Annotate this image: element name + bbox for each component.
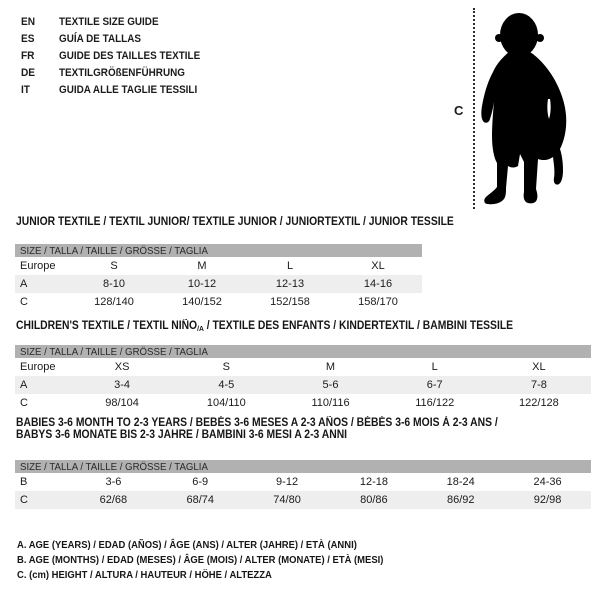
row-label: A bbox=[20, 379, 28, 391]
size-header-text: SIZE / TALLA / TAILLE / GRÖSSE / TAGLIA bbox=[20, 244, 208, 257]
size-header-text: SIZE / TALLA / TAILLE / GRÖSSE / TAGLIA bbox=[20, 345, 208, 358]
size-cell: 128/140 bbox=[94, 296, 134, 308]
row-label: C bbox=[20, 296, 28, 308]
size-cell: 92/98 bbox=[533, 494, 562, 506]
babies-table-title-line1: BABIES 3-6 MONTH TO 2-3 YEARS / BEBÉS 3-6 MESES A 2-3 AÑOS / BÉBÉS 3-6 MOIS À 2-3 ANS / bbox=[16, 417, 498, 429]
size-row bbox=[15, 293, 422, 311]
size-header-bar bbox=[15, 460, 591, 473]
language-code: DE bbox=[21, 67, 36, 79]
baby-silhouette-image bbox=[479, 9, 573, 208]
language-row bbox=[21, 14, 216, 31]
size-cell: 104/110 bbox=[206, 397, 246, 409]
size-cell: 152/158 bbox=[270, 296, 310, 308]
language-label: GUÍA DE TALLAS bbox=[59, 33, 141, 45]
size-cell: 62/68 bbox=[99, 494, 128, 506]
children-title-subscript: /A bbox=[197, 324, 204, 333]
size-cell: 74/80 bbox=[273, 494, 301, 506]
size-row bbox=[15, 275, 422, 293]
size-cell: 140/152 bbox=[182, 296, 222, 308]
size-cell: 6-7 bbox=[426, 379, 443, 391]
babies-table-title-line2: BABYS 3-6 MONATE BIS 2-3 JAHRE / BAMBINI 3-6 MESI A 2-3 ANNI bbox=[16, 429, 348, 441]
size-cell: 12-18 bbox=[359, 476, 388, 488]
language-label: GUIDE DES TAILLES TEXTILE bbox=[59, 50, 201, 62]
row-label: C bbox=[20, 494, 28, 506]
size-row bbox=[15, 376, 591, 394]
size-cell: 68/74 bbox=[186, 494, 214, 506]
size-cell: 80/86 bbox=[360, 494, 388, 506]
size-cell: 122/128 bbox=[519, 397, 559, 409]
size-cell: L bbox=[431, 361, 438, 373]
legend-line: B. AGE (MONTHS) / EDAD (MESES) / ÂGE (MOIS) / ALTER (MONATE) / ETÀ (MESI) bbox=[17, 554, 384, 566]
language-label: TEXTILGRÖßENFÜHRUNG bbox=[59, 67, 185, 79]
size-cell: 7-8 bbox=[530, 379, 547, 391]
language-row bbox=[21, 31, 216, 48]
language-row bbox=[21, 65, 216, 82]
children-table-title-text: CHILDREN'S TEXTILE / TEXTIL NIÑO bbox=[16, 320, 198, 332]
legend-line: C. (cm) HEIGHT / ALTURA / HAUTEUR / HÖHE / ALTEZZA bbox=[17, 569, 272, 581]
language-code: IT bbox=[21, 84, 30, 96]
size-cell: 12-13 bbox=[275, 278, 305, 290]
junior-table-title-text: JUNIOR TEXTILE / TEXTIL JUNIOR/ TEXTILE JUNIOR / JUNIORTEXTIL / JUNIOR TESSILE bbox=[16, 216, 454, 228]
size-cell: 8-10 bbox=[102, 278, 126, 290]
size-row bbox=[15, 394, 591, 412]
language-row bbox=[21, 82, 216, 99]
babies-table-title bbox=[16, 417, 498, 441]
size-cell: 98/104 bbox=[105, 397, 139, 409]
language-row bbox=[21, 48, 216, 65]
size-cell: 5-6 bbox=[322, 379, 339, 391]
row-label: C bbox=[20, 397, 28, 409]
language-code: ES bbox=[21, 33, 35, 45]
size-row bbox=[15, 473, 591, 491]
size-header-bar bbox=[15, 345, 591, 358]
junior-size-table bbox=[15, 244, 422, 311]
babies-size-table bbox=[15, 460, 591, 509]
size-cell: S bbox=[110, 260, 118, 272]
size-cell: 4-5 bbox=[218, 379, 235, 391]
size-row bbox=[15, 257, 422, 275]
children-table-title bbox=[16, 320, 513, 335]
size-cell: 110/116 bbox=[311, 397, 350, 409]
size-cell: 116/122 bbox=[415, 397, 455, 409]
children-size-table bbox=[15, 345, 591, 412]
size-row bbox=[15, 358, 591, 376]
legend bbox=[17, 538, 424, 583]
junior-table-title bbox=[16, 216, 454, 228]
size-cell: 18-24 bbox=[446, 476, 475, 488]
size-cell: 3-6 bbox=[105, 476, 122, 488]
size-cell: 86/92 bbox=[446, 494, 475, 506]
size-cell: M bbox=[325, 361, 336, 373]
language-label: GUIDA ALLE TAGLIE TESSILI bbox=[59, 84, 198, 96]
size-cell: XL bbox=[532, 361, 546, 373]
size-cell: L bbox=[286, 260, 294, 272]
language-code: EN bbox=[21, 16, 36, 28]
size-cell: 10-12 bbox=[187, 278, 217, 290]
size-header-text: SIZE / TALLA / TAILLE / GRÖSSE / TAGLIA bbox=[20, 460, 208, 473]
size-cell: 14-16 bbox=[363, 278, 393, 290]
size-cell: XL bbox=[371, 260, 385, 272]
row-label: Europe bbox=[20, 361, 56, 373]
size-row bbox=[15, 491, 591, 509]
size-cell: 24-36 bbox=[533, 476, 562, 488]
size-cell: XS bbox=[114, 361, 130, 373]
legend-line: A. AGE (YEARS) / EDAD (AÑOS) / ÂGE (ANS) / ALTER (JAHRE) / ETÀ (ANNI) bbox=[17, 539, 357, 551]
size-cell: M bbox=[197, 260, 207, 272]
size-cell: 158/170 bbox=[358, 296, 398, 308]
language-list bbox=[21, 14, 216, 99]
row-label: B bbox=[20, 476, 28, 488]
children-table-title-text-2: / TEXTILE DES ENFANTS / KINDERTEXTIL / BAMBINI TESSILE bbox=[203, 320, 514, 332]
language-label: TEXTILE SIZE GUIDE bbox=[59, 16, 159, 28]
row-label: Europe bbox=[20, 260, 56, 272]
height-c-label: C bbox=[454, 103, 464, 118]
size-header-bar bbox=[15, 244, 422, 257]
size-cell: 9-12 bbox=[276, 476, 299, 488]
size-cell: S bbox=[222, 361, 230, 373]
size-cell: 6-9 bbox=[192, 476, 209, 488]
size-cell: 3-4 bbox=[114, 379, 131, 391]
height-measure-dotted-line bbox=[473, 8, 475, 209]
language-code: FR bbox=[21, 50, 35, 62]
row-label: A bbox=[20, 278, 28, 290]
